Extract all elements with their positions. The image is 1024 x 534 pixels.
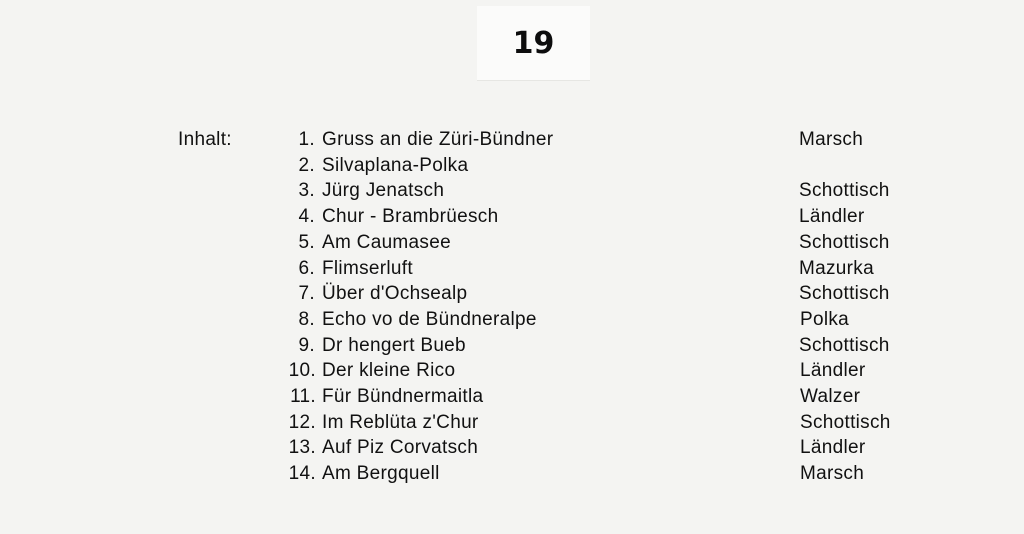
item-genre: Schottisch [799,334,890,356]
item-genre: Schottisch [799,231,890,253]
item-title: Jürg Jenatsch [322,180,445,202]
item-title: Am Caumasee [322,231,451,253]
item-title: Dr hengert Bueb [322,334,466,356]
item-title: Flimserluft [322,257,413,279]
item-number: 1. [298,129,315,150]
item-title: Für Bündnermaitla [322,386,484,407]
item-genre: Mazurka [799,257,874,279]
item-number: 7. [298,283,315,305]
list-item [0,127,1024,153]
contents-label: Inhalt: [178,129,232,150]
item-number: 4. [298,206,315,228]
item-genre: Schottisch [800,411,891,433]
item-genre: Ländler [800,360,866,382]
list-item [0,307,1024,333]
item-number: 2. [298,154,315,176]
item-title: Echo vo de Bündneralpe [322,308,537,330]
list-item [0,435,1024,461]
list-item [0,333,1024,359]
list-item [0,461,1024,487]
item-genre: Schottisch [799,180,890,202]
list-item [0,153,1024,179]
item-genre: Ländler [800,437,866,459]
list-item [0,358,1024,384]
item-genre: Polka [800,308,850,330]
item-number: 11. [290,386,316,407]
page-number-box [477,6,590,81]
item-title: Chur - Brambrüesch [322,206,499,228]
item-title: Der kleine Rico [322,360,456,382]
item-number: 8. [298,308,315,330]
item-title: Über d'Ochsealp [322,283,468,305]
item-genre: Walzer [800,386,861,407]
item-title: Am Bergquell [322,463,440,485]
page-number: 19 [512,26,555,61]
item-genre: Marsch [799,129,864,150]
item-title: Auf Piz Corvatsch [322,437,479,459]
item-title: Im Reblüta z'Chur [322,411,479,433]
item-number: 13. [288,437,316,459]
item-number: 5. [298,231,315,253]
item-number: 14. [288,463,316,485]
item-number: 10. [288,360,316,382]
list-item [0,178,1024,204]
item-genre: Ländler [799,206,865,228]
item-number: 9. [298,334,315,356]
item-genre: Schottisch [799,283,890,305]
list-item [0,204,1024,230]
item-genre: Marsch [800,463,865,485]
list-item [0,281,1024,307]
item-number: 6. [298,257,315,279]
item-number: 3. [298,180,315,202]
item-number: 12. [288,411,316,433]
list-item [0,230,1024,256]
item-title: Gruss an die Züri-Bündner [322,129,554,150]
list-item [0,256,1024,282]
list-item [0,410,1024,436]
item-title: Silvaplana-Polka [322,154,469,176]
list-item [0,384,1024,410]
